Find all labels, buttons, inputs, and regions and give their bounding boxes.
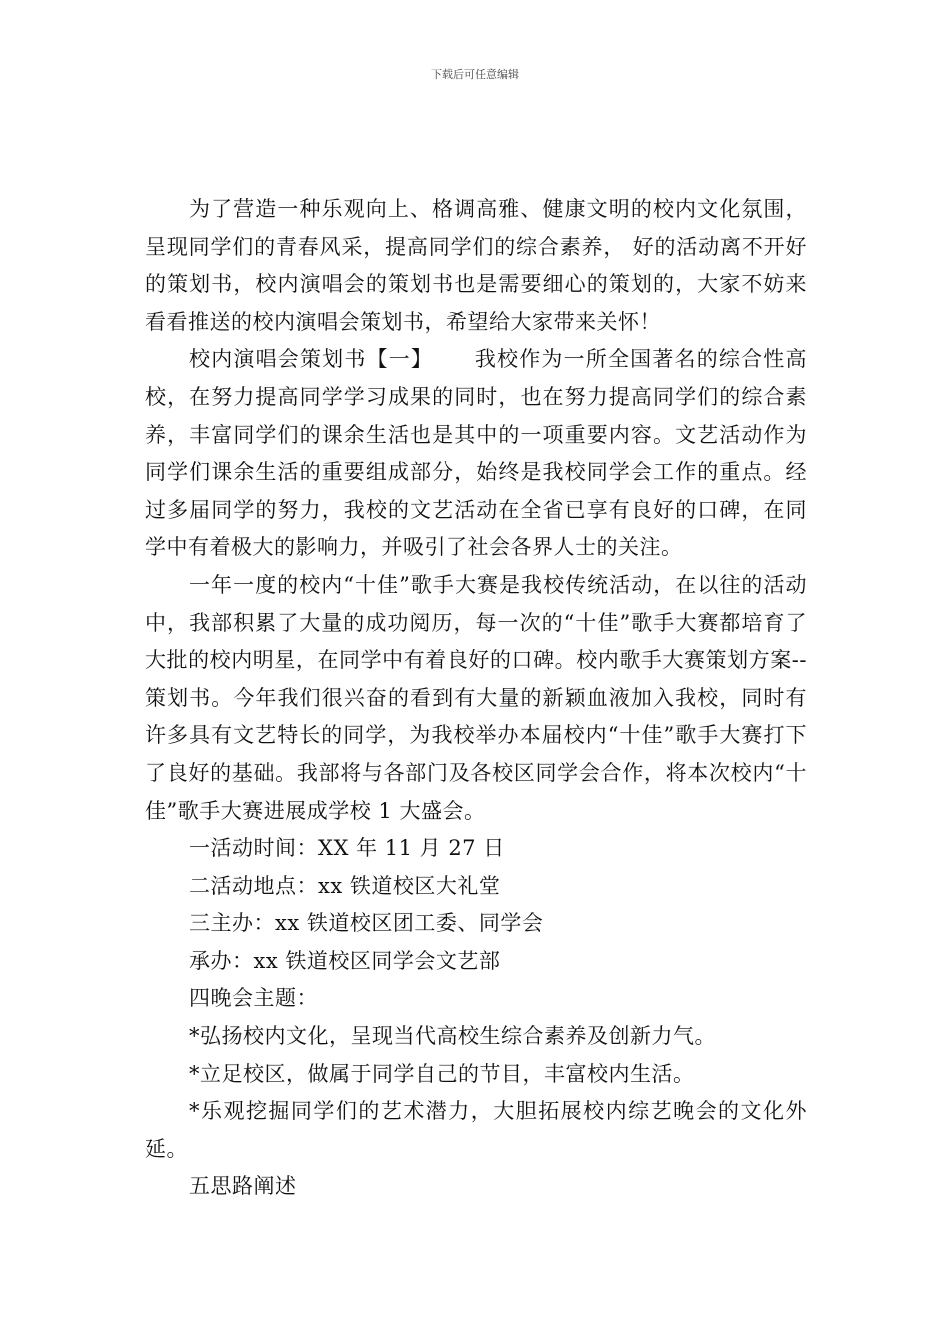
contest-paragraph: 一年一度的校内“十佳”歌手大赛是我校传统活动，在以往的活动中，我部积累了大量的成功阅历，每一次的“十佳”歌手大赛都培育了大批的校内明星，在同学中有着良好的口碑。校内歌手大赛策划方案--策划书。今年我们很兴奋的看到有大量的新颖血液加入我校，同时有许多具有文艺特长的同学，为我校举办本届校内“十佳”歌手大赛打下了良好的基础。我部将与各部门及各校区同学会合作，将本次校内“十佳”歌手大赛进展成学校 1 大盛会。	[145, 572, 807, 823]
section-5-heading: 五思路阐述	[189, 1174, 297, 1199]
activity-place: 二活动地点：xx 铁道校区大礼堂	[189, 873, 501, 898]
page-header: 下载后可任意编辑	[431, 68, 519, 81]
document-body	[145, 191, 807, 1206]
theme-item-3: *乐观挖掘同学们的艺术潜力，大胆拓展校内综艺晚会的文化外延。	[145, 1099, 807, 1161]
host-line: 三主办：xx 铁道校区团工委、同学会	[189, 911, 544, 936]
theme-item-2: *立足校区，做属于同学自己的节目，丰富校内生活。	[189, 1061, 695, 1086]
activity-time: 一活动时间：XX 年 11 月 27 日	[189, 836, 505, 861]
intro-paragraph: 为了营造一种乐观向上、格调高雅、健康文明的校内文化氛围，呈现同学们的青春风采，提高同学们的综合素养， 好的活动离不开好的策划书，校内演唱会的策划书也是需要细心的策划的，大家不妨来看看推送的校内演唱会策划书，希望给大家带来关怀！	[145, 197, 807, 334]
theme-heading: 四晚会主题：	[189, 986, 318, 1011]
plan-paragraph: 校内演唱会策划书【一】 我校作为一所全国著名的综合性高校，在努力提高同学学习成果的同时，也在努力提高同学们的综合素养，丰富同学们的课余生活也是其中的一项重要内容。文艺活动作为同学们课余生活的重要组成部分，始终是我校同学会工作的重点。经过多届同学的努力，我校的文艺活动在全省已享有良好的口碑，在同学中有着极大的影响力，并吸引了社会各界人士的关注。	[145, 347, 807, 560]
organizer-line: 承办：xx 铁道校区同学会文艺部	[189, 948, 501, 973]
theme-item-1: *弘扬校内文化，呈现当代高校生综合素养及创新力气。	[189, 1024, 716, 1049]
